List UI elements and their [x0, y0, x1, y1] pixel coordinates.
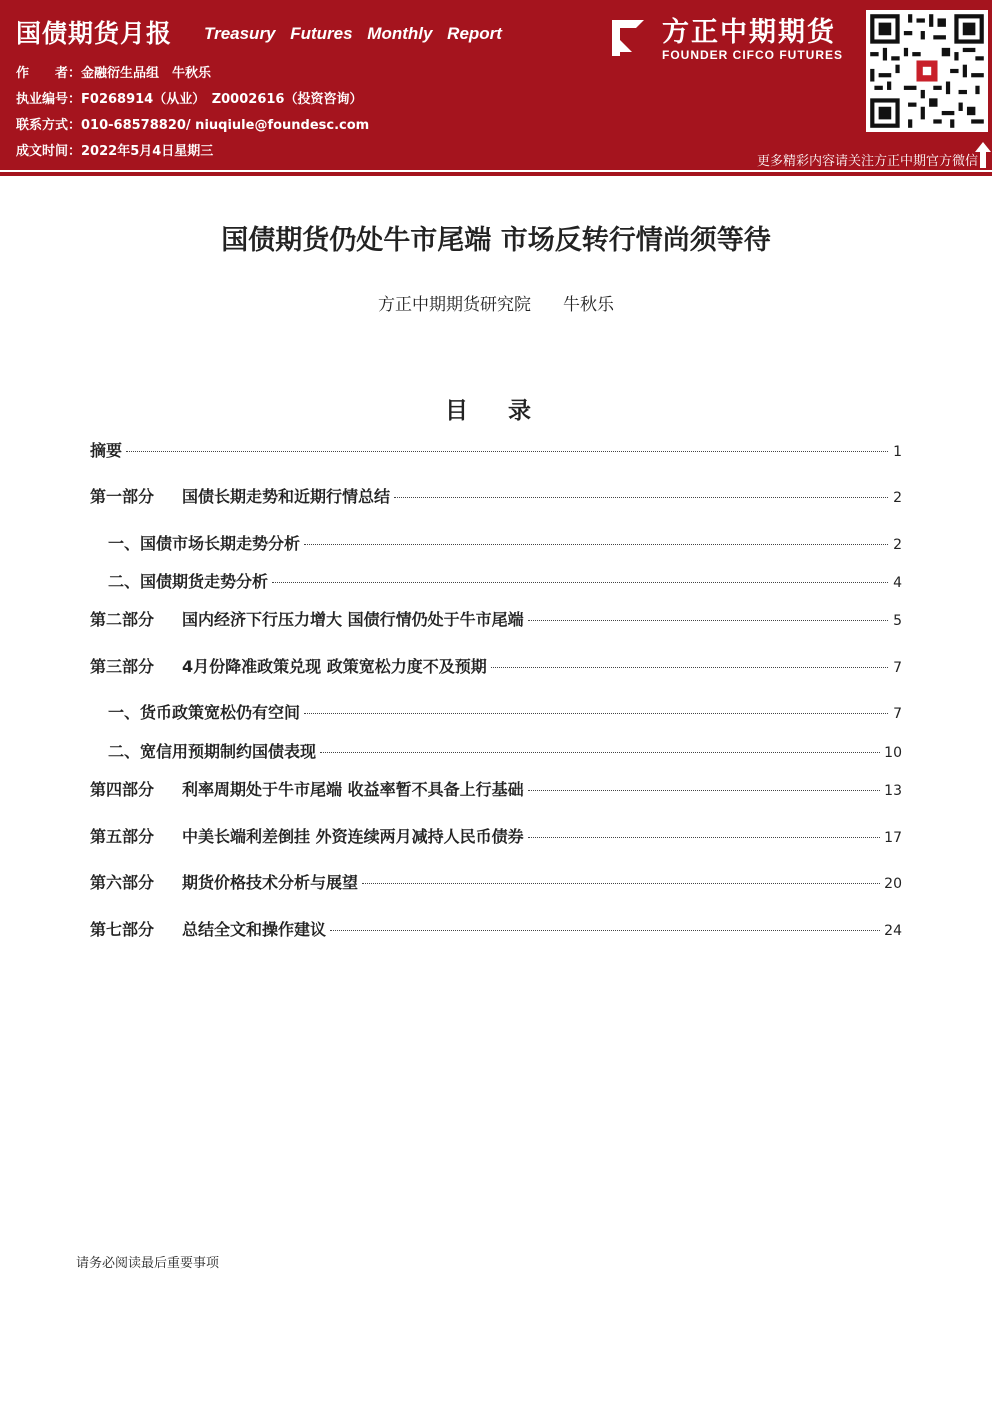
contact-label: 联系方式：: [16, 118, 82, 133]
arrow-up-icon: [974, 140, 992, 170]
toc-item-page: 17: [884, 830, 902, 846]
contact-line: [16, 114, 369, 133]
toc-item-page: 7: [893, 706, 902, 722]
qr-code-icon[interactable]: [866, 10, 988, 132]
toc-item[interactable]: [90, 654, 902, 677]
toc-item-label: 一、货币政策宽松仍有空间: [108, 703, 301, 722]
toc-leader: [528, 837, 881, 838]
toc-item-page: 13: [884, 783, 902, 799]
logo-chinese-name: 方正中期期货: [662, 17, 836, 48]
date-line: [16, 140, 213, 159]
disclaimer-note: 请务必阅读最后重要事项: [76, 1256, 220, 1271]
toc-item-label: 国债长期走势和近期行情总结: [182, 487, 391, 506]
toc-item-part: 第五部分: [90, 827, 155, 846]
toc-item-label: 二、国债期货走势分析: [108, 572, 269, 591]
toc-leader: [491, 667, 888, 668]
toc-item-page: 1: [893, 444, 902, 460]
toc-item[interactable]: [90, 824, 902, 847]
toc-item-label: 期货价格技术分析与展望: [182, 873, 359, 892]
toc-item-label: 二、宽信用预期制约国债表现: [108, 742, 317, 761]
toc-item-part: 第六部分: [90, 873, 155, 892]
toc-item-page: 5: [893, 613, 902, 629]
toc-leader: [304, 713, 888, 714]
toc-item-part: 第一部分: [90, 487, 155, 506]
author-name: 牛秋乐: [563, 295, 614, 315]
document-title: 国债期货仍处牛市尾端 市场反转行情尚须等待: [221, 225, 771, 256]
toc-item-page: 10: [884, 745, 902, 761]
toc-leader: [126, 451, 888, 452]
author-line: [16, 62, 211, 81]
institute-name: 方正中期期货研究院: [378, 295, 531, 315]
toc-item-label: 4月份降准政策兑现 政策宽松力度不及预期: [182, 657, 487, 676]
report-header: [0, 0, 992, 170]
brand-title: 国债期货月报: [16, 19, 173, 48]
toc-item[interactable]: [108, 569, 902, 592]
date-label: 成文时间：: [16, 144, 82, 159]
toc-item-label: 中美长端利差倒挂 外资连续两月减持人民币债券: [182, 827, 524, 846]
toc-item-part: 第七部分: [90, 920, 155, 939]
company-logo-icon: [604, 14, 652, 62]
license-label: 执业编号：: [16, 92, 82, 107]
toc-item-label: 国内经济下行压力增大 国债行情仍处于牛市尾端: [182, 610, 524, 629]
toc-item[interactable]: [90, 917, 902, 940]
header-divider: [0, 172, 992, 176]
toc-item-page: 7: [893, 660, 902, 676]
toc-item[interactable]: [108, 739, 902, 762]
toc-leader: [394, 497, 888, 498]
toc-item[interactable]: [90, 438, 902, 461]
toc-heading: 目 录: [444, 397, 547, 424]
author-label: 作 者：: [16, 66, 82, 81]
toc-item-page: 2: [893, 537, 902, 553]
toc-item-page: 4: [893, 575, 902, 591]
toc-item[interactable]: [90, 484, 902, 507]
toc-item-page: 2: [893, 490, 902, 506]
logo-english-name: FOUNDER CIFCO FUTURES: [662, 48, 843, 62]
toc-item[interactable]: [90, 870, 902, 893]
toc-item-label: 摘要: [90, 441, 123, 460]
follow-wechat-text: 更多精彩内容请关注方正中期官方微信: [756, 154, 978, 169]
toc-item-part: 第三部分: [90, 657, 155, 676]
toc-item-part: 第四部分: [90, 780, 155, 799]
contact-value[interactable]: 010-68578820/ niuqiule@foundesc.com: [81, 118, 370, 133]
document-byline: [0, 290, 992, 315]
toc-item-label: 一、国债市场长期走势分析: [108, 534, 301, 553]
toc-item[interactable]: [108, 531, 902, 554]
toc-item-label: 总结全文和操作建议: [182, 920, 327, 939]
toc-item-label: 利率周期处于牛市尾端 收益率暂不具备上行基础: [182, 780, 524, 799]
license-value: F0268914（从业） Z0002616（投资咨询）: [81, 92, 363, 107]
toc-leader: [320, 752, 880, 753]
toc-item[interactable]: [90, 777, 902, 800]
license-line: [16, 88, 362, 107]
toc-leader: [304, 544, 888, 545]
toc-item-page: 24: [884, 923, 902, 939]
toc-leader: [330, 930, 880, 931]
toc-leader: [272, 582, 888, 583]
toc-item[interactable]: [108, 700, 902, 723]
date-value: 2022年5月4日星期三: [81, 144, 214, 159]
brand-subtitle: Treasury Futures Monthly Report: [204, 24, 502, 43]
toc-leader: [528, 620, 888, 621]
toc-leader: [528, 790, 881, 791]
author-value: 金融衍生品组 牛秋乐: [81, 66, 212, 81]
toc-item-page: 20: [884, 876, 902, 892]
toc-item-part: 第二部分: [90, 610, 155, 629]
toc-leader: [362, 883, 880, 884]
toc-item[interactable]: [90, 607, 902, 630]
